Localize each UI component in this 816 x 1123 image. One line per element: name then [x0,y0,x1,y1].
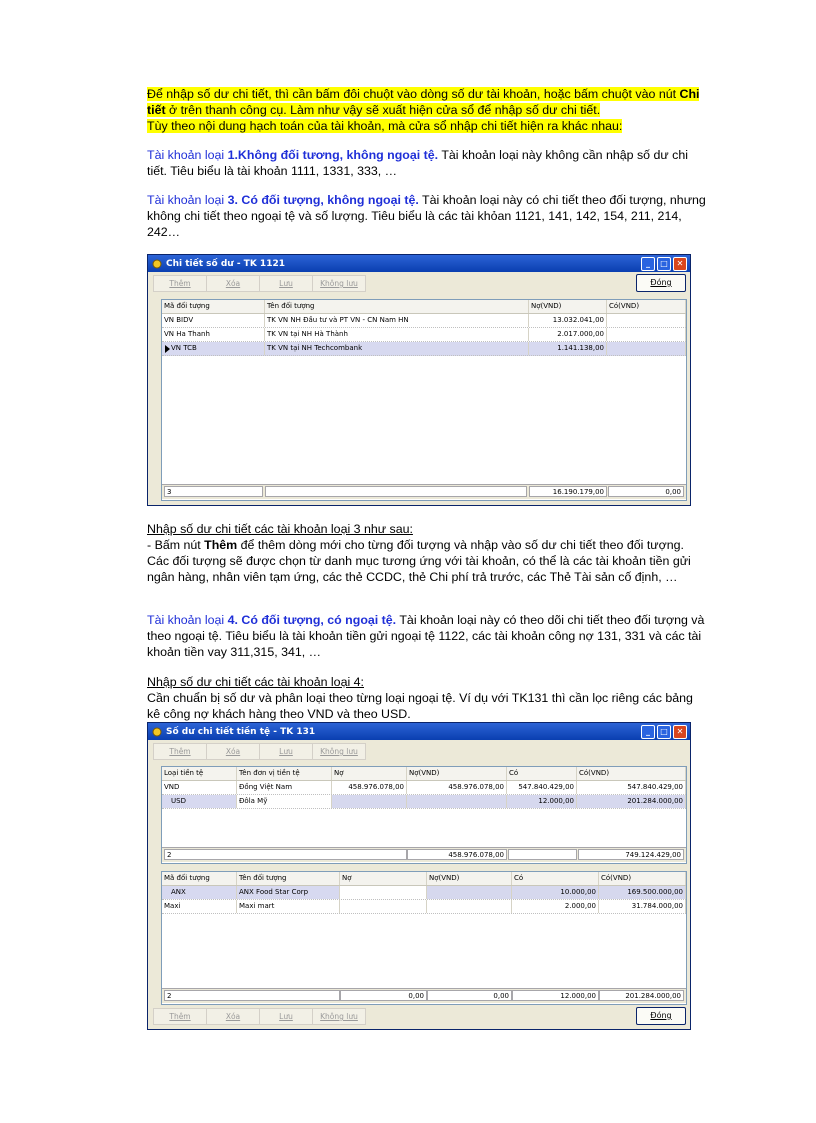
col-header-currency[interactable]: Loại tiền tệ [162,767,237,780]
cell-currency[interactable]: VND [162,781,237,794]
cell-credit-vnd[interactable]: 31.784.000,00 [599,900,686,913]
cell-currency-name[interactable]: Đôla Mỹ [237,795,332,808]
footer-debit-total: 16.190.179,00 [529,486,607,497]
table-row[interactable] [162,900,686,914]
toolbar-bottom [148,1005,690,1027]
col-header-code[interactable]: Mã đối tượng [162,872,237,885]
table-row-selected[interactable] [162,342,686,356]
close-button[interactable]: Đóng [636,274,686,292]
col-header-debit-vnd[interactable]: Nợ(VND) [427,872,512,885]
grid-header [162,767,686,781]
minimize-icon[interactable]: _ [641,257,655,271]
cell-credit-vnd[interactable]: 169.500.000,00 [599,886,686,899]
table-row[interactable] [162,328,686,342]
nosave-button[interactable]: Không lưu [312,1008,366,1025]
col-header-name[interactable]: Tên đối tượng [237,872,340,885]
maximize-icon[interactable]: □ [657,725,671,739]
cell-credit[interactable]: 10.000,00 [512,886,599,899]
app-icon [152,727,162,737]
close-button[interactable]: Đóng [636,1007,686,1025]
window-titlebar[interactable] [148,255,690,272]
col-header-debit[interactable]: Nợ(VND) [529,300,607,313]
cell-name[interactable]: TK VN NH Đầu tư và PT VN - CN Nam HN [265,314,529,327]
cell-credit[interactable]: 12.000,00 [507,795,577,808]
add-button[interactable]: Thêm [153,1008,207,1025]
cell-credit[interactable] [607,328,686,341]
window-title: Chi tiết số dư - TK 1121 [166,258,285,269]
cell-name[interactable]: Maxi mart [237,900,340,913]
table-row[interactable] [162,314,686,328]
cell-debit-vnd[interactable] [427,900,512,913]
nosave-button[interactable]: Không lưu [312,743,366,760]
col-header-debit[interactable]: Nợ [332,767,407,780]
delete-button[interactable]: Xóa [206,743,260,760]
save-button[interactable]: Lưu [259,1008,313,1025]
cell-name[interactable]: TK VN tại NH Hà Thành [265,328,529,341]
footer-blank [265,486,527,497]
footer-debit-vnd-total: 458.976.078,00 [407,849,507,860]
footer-credit-vnd-total: 749.124.429,00 [578,849,684,860]
save-button[interactable]: Lưu [259,743,313,760]
footer-credit-total: 12.000,00 [512,990,599,1001]
col-header-name[interactable]: Tên đối tượng [265,300,529,313]
cell-debit-vnd[interactable] [427,886,512,899]
cell-currency-name[interactable]: Đồng Việt Nam [237,781,332,794]
currency-balance-window-tk131 [147,722,691,1030]
grid-header [162,300,686,314]
window-title: Số dư chi tiết tiền tệ - TK 131 [166,726,316,737]
type4-guide: Nhập số dư chi tiết các tài khoản loại 4: Cần chuẩn bị số dư và phân loại theo từng loại ngoại tệ. Ví dụ với TK131 thì cần lọc riêng các bảng kê công nợ khách hàng theo VND và theo USD. [147,674,717,722]
cell-debit-vnd[interactable] [407,795,507,808]
cell-debit[interactable] [340,886,427,899]
grid-header [162,872,686,886]
grid-footer [162,484,686,499]
type4-paragraph: Tài khoản loại 4. Có đối tượng, có ngoại tệ. Tài khoản loại này có theo dõi chi tiết theo đối tượng và theo ngoại tệ. Tiêu biểu là tài khoản tiền gửi ngoại tệ 1122, các tài khoản công nợ 131, 331 và các tài khoản tiền vay 311,315, 341, … [147,613,705,659]
col-header-currency-name[interactable]: Tên đơn vị tiền tệ [237,767,332,780]
intro-line1: Để nhập số dư chi tiết, thì cần bấm đôi chuột vào dòng số dư tài khoản, hoặc bấm chuột vào nút Chi [147,87,700,101]
minimize-icon[interactable]: _ [641,725,655,739]
cell-credit[interactable]: 547.840.429,00 [507,781,577,794]
intro-line2: tiết ở trên thanh công cụ. Làm như vậy sẽ xuất hiện cửa sổ để nhập số dư chi tiết. [147,103,601,117]
delete-button[interactable]: Xóa [206,1008,260,1025]
intro-paragraph [147,86,717,134]
cell-name[interactable]: TK VN tại NH Techcombank [265,342,529,355]
footer-credit-vnd-total: 201.284.000,00 [599,990,684,1001]
cell-code[interactable]: ANX [162,886,237,899]
grid-footer [162,847,686,862]
close-icon[interactable]: ✕ [673,257,687,271]
cell-debit[interactable]: 2.017.000,00 [529,328,607,341]
type3-guide-heading: Nhập số dư chi tiết các tài khoản loại 3 như sau: [147,522,413,536]
cell-debit[interactable]: 13.032.041,00 [529,314,607,327]
cell-code[interactable]: VN BIDV [162,314,265,327]
grid-footer [162,988,686,1003]
save-button[interactable]: Lưu [259,275,313,292]
toolbar-top [148,740,690,762]
add-button[interactable]: Thêm [153,743,207,760]
app-icon [152,259,162,269]
cell-code[interactable]: VN TCB [162,342,265,355]
type3-paragraph: Tài khoản loại 3. Có đối tượng, không ngoại tệ. Tài khoản loại này có chi tiết theo đối tượng, nhưng không chi tiết theo ngoại tệ và số lượng. Tiêu biểu là các tài khỏan 1121, 141, 142, 154, 211, 214, 242… [147,193,706,239]
cell-debit[interactable] [340,900,427,913]
object-grid [161,871,687,1005]
cell-credit[interactable] [607,314,686,327]
cell-name[interactable]: ANX Food Star Corp [237,886,340,899]
cell-code[interactable]: VN Ha Thanh [162,328,265,341]
type4-guide-heading: Nhập số dư chi tiết các tài khoản loại 4: [147,675,364,689]
currency-grid [161,766,687,864]
cell-debit[interactable]: 458.976.078,00 [332,781,407,794]
footer-debit-vnd-total: 0,00 [427,990,512,1001]
detail-balance-window-tk1121 [147,254,691,506]
intro-line3: Tùy theo nội dung hạch toán của tài khoản, mà cửa sổ nhập chi tiết hiện ra khác nhau: [147,119,623,133]
col-header-code[interactable]: Mã đối tượng [162,300,265,313]
type3-guide: Nhập số dư chi tiết các tài khoản loại 3 như sau: - Bấm nút Thêm để thêm dòng mới cho từng đối tượng và nhập vào số dư chi tiết theo đối tượng. Các đối tượng sẽ được chọn từ danh mục tương ứng với tài khoản, có thể là các tài khoản tiền gửi ngân hàng, nhân viên tạm ứng, các thẻ CCDC, thẻ Chi phí trả trước, các Thẻ Tài sản cố định, … [147,521,717,585]
col-header-credit-vnd[interactable]: Có(VND) [577,767,686,780]
window-titlebar[interactable] [148,723,690,740]
col-header-debit[interactable]: Nợ [340,872,427,885]
toolbar [148,272,690,294]
maximize-icon[interactable]: □ [657,257,671,271]
nosave-button[interactable]: Không lưu [312,275,366,292]
cell-debit-vnd[interactable]: 458.976.078,00 [407,781,507,794]
col-header-credit[interactable]: Có(VND) [607,300,686,313]
col-header-credit-vnd[interactable]: Có(VND) [599,872,686,885]
cell-credit[interactable]: 2.000,00 [512,900,599,913]
cell-debit[interactable] [332,795,407,808]
table-row[interactable] [162,781,686,795]
close-icon[interactable]: ✕ [673,725,687,739]
footer-blank [508,849,577,860]
delete-button[interactable]: Xóa [206,275,260,292]
col-header-credit[interactable]: Có [512,872,599,885]
cell-credit[interactable] [607,342,686,355]
table-row-selected[interactable] [162,795,686,809]
cell-currency[interactable]: USD [162,795,237,808]
cell-debit[interactable]: 1.141.138,00 [529,342,607,355]
cell-code[interactable]: Maxi [162,900,237,913]
footer-credit-total: 0,00 [608,486,684,497]
balance-grid [161,299,687,501]
table-row-selected[interactable] [162,886,686,900]
footer-debit-total: 0,00 [340,990,427,1001]
cell-credit-vnd[interactable]: 201.284.000,00 [577,795,686,808]
footer-count: 3 [164,486,263,497]
add-button[interactable]: Thêm [153,275,207,292]
col-header-debit-vnd[interactable]: Nợ(VND) [407,767,507,780]
cell-credit-vnd[interactable]: 547.840.429,00 [577,781,686,794]
footer-count: 2 [164,990,340,1001]
col-header-credit[interactable]: Có [507,767,577,780]
footer-count: 2 [164,849,407,860]
type1-paragraph: Tài khoản loại 1.Không đối tương, không ngoại tệ. Tài khoản loại này không cần nhập số dư chi tiết. Tiêu biểu là tài khoản 1111, 1331, 333, … [147,148,688,178]
